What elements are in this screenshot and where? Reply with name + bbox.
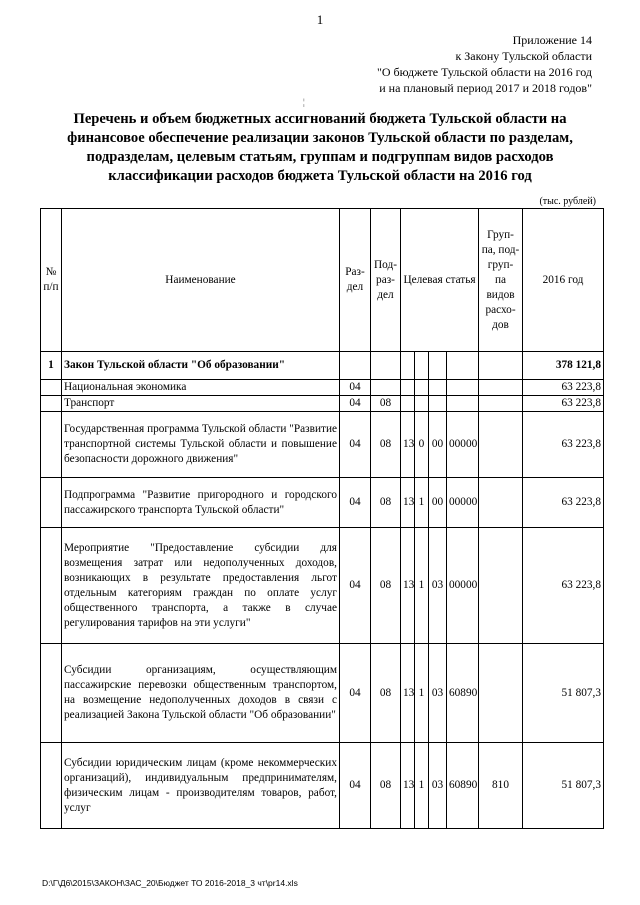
cell-num [41, 478, 62, 528]
cell-amount: 378 121,8 [523, 352, 604, 380]
appendix-line-1: Приложение 14 [512, 33, 592, 47]
cell-target-4: 00000 [447, 528, 479, 644]
cell-podrazdel [371, 380, 401, 396]
cell-podrazdel: 08 [371, 396, 401, 412]
cell-target-3 [429, 396, 447, 412]
cell-target-3: 00 [429, 412, 447, 478]
cell-amount: 63 223,8 [523, 396, 604, 412]
cell-expense-group [479, 644, 523, 743]
table-row [41, 412, 604, 478]
cell-expense-group [479, 396, 523, 412]
table-row [41, 352, 604, 380]
cell-name: Закон Тульской области "Об образовании" [62, 352, 340, 380]
cell-razdel: 04 [340, 478, 371, 528]
cell-target-1: 13 [401, 743, 415, 829]
cell-razdel: 04 [340, 396, 371, 412]
cell-target-4 [447, 352, 479, 380]
cell-name: Субсидии юридическим лицам (кроме некоммерческих организаций), индивидуальным предпринимателям, физическим лицам - производителям товаров, работ, услуг [62, 743, 340, 829]
cell-podrazdel: 08 [371, 528, 401, 644]
cell-target-4: 60890 [447, 644, 479, 743]
cell-name: Национальная экономика [62, 380, 340, 396]
cell-amount: 63 223,8 [523, 380, 604, 396]
document-title [40, 110, 600, 186]
page-number: 1 [316, 12, 324, 27]
cell-expense-group: 810 [479, 743, 523, 829]
header-podrazdel: Под- раз- дел [371, 209, 401, 352]
appendix-line-3: "О бюджете Тульской области на 2016 год [376, 65, 592, 79]
cell-amount: 51 807,3 [523, 743, 604, 829]
cell-razdel [340, 352, 371, 380]
table-row [41, 396, 604, 412]
cell-podrazdel: 08 [371, 743, 401, 829]
table-header-row [41, 209, 604, 352]
cell-target-2 [415, 352, 429, 380]
cell-podrazdel: 08 [371, 478, 401, 528]
cell-expense-group [479, 528, 523, 644]
header-expense-group: Груп- па, под- груп- па видов расхо- дов [479, 209, 523, 352]
cell-target-3 [429, 352, 447, 380]
cell-target-2: 1 [415, 478, 429, 528]
cell-name: Субсидии организациям, осуществляющим пассажирские перевозки общественным транспортом, на возмещение недополученных доходов в связи с реализацией Закона Тульской области "Об образовании" [62, 644, 340, 743]
cell-podrazdel [371, 352, 401, 380]
cell-target-1: 13 [401, 412, 415, 478]
budget-table [40, 208, 604, 829]
cell-razdel: 04 [340, 380, 371, 396]
cell-amount: 63 223,8 [523, 478, 604, 528]
title-line-3: подразделам, целевым статьям, группам и подгруппам видов расходов [86, 149, 554, 165]
title-line-2: финансовое обеспечение реализации законов Тульской области по разделам, [67, 130, 573, 146]
cell-podrazdel: 08 [371, 412, 401, 478]
cell-target-2 [415, 380, 429, 396]
table-row [41, 743, 604, 829]
cell-target-1 [401, 396, 415, 412]
cell-razdel: 04 [340, 743, 371, 829]
header-razdel: Раз- дел [340, 209, 371, 352]
cell-target-4 [447, 396, 479, 412]
cell-num [41, 412, 62, 478]
cell-razdel: 04 [340, 412, 371, 478]
cell-target-3: 03 [429, 528, 447, 644]
cell-name: Подпрограмма "Развитие пригородного и городского пассажирского транспорта Тульской области" [62, 478, 340, 528]
table-row [41, 528, 604, 644]
cell-target-1: 13 [401, 644, 415, 743]
file-path-footer: D:\Г\Д6\2015\ЗАКОН\ЗАС_20\Бюджет ТО 2016-2018_3 чт\pr14.xls [42, 878, 298, 888]
cell-target-4: 00000 [447, 412, 479, 478]
cell-razdel: 04 [340, 644, 371, 743]
cell-num [41, 380, 62, 396]
cell-target-1 [401, 352, 415, 380]
cell-target-1 [401, 380, 415, 396]
table-row [41, 644, 604, 743]
cell-target-1: 13 [401, 528, 415, 644]
appendix-line-2: к Закону Тульской области [455, 49, 592, 63]
cell-target-2: 1 [415, 743, 429, 829]
cell-num [41, 396, 62, 412]
cell-name: Транспорт [62, 396, 340, 412]
cell-num [41, 743, 62, 829]
cell-expense-group [479, 412, 523, 478]
cell-num [41, 528, 62, 644]
cell-target-2 [415, 396, 429, 412]
cell-expense-group [479, 352, 523, 380]
cell-target-4: 00000 [447, 478, 479, 528]
cell-target-2: 1 [415, 644, 429, 743]
table-row [41, 380, 604, 396]
header-year-2016: 2016 год [523, 209, 604, 352]
cell-amount: 51 807,3 [523, 644, 604, 743]
cell-target-2: 0 [415, 412, 429, 478]
scan-mark: ¦ [303, 97, 305, 107]
cell-name: Государственная программа Тульской области "Развитие транспортной системы Тульской области и повышение безопасности дорожного движения" [62, 412, 340, 478]
cell-num [41, 644, 62, 743]
cell-amount: 63 223,8 [523, 412, 604, 478]
header-name: Наименование [62, 209, 340, 352]
cell-target-3: 00 [429, 478, 447, 528]
cell-target-3: 03 [429, 743, 447, 829]
cell-podrazdel: 08 [371, 644, 401, 743]
cell-target-3: 03 [429, 644, 447, 743]
header-target-article: Целевая статья [401, 209, 479, 352]
cell-target-4: 60890 [447, 743, 479, 829]
appendix-line-4: и на плановый период 2017 и 2018 годов" [379, 81, 592, 95]
cell-expense-group [479, 380, 523, 396]
appendix-header [377, 32, 592, 96]
cell-amount: 63 223,8 [523, 528, 604, 644]
cell-target-1: 13 [401, 478, 415, 528]
units-label: (тыс. рублей) [539, 196, 596, 207]
cell-target-2: 1 [415, 528, 429, 644]
cell-expense-group [479, 478, 523, 528]
cell-name: Мероприятие "Предоставление субсидии для возмещения затрат или недополученных доходов, возникающих в результате предоставления льгот отдельным категориям граждан по оплате услуг общественного транспорта, а также в случае регулирования тарифов на эти услуги" [62, 528, 340, 644]
table-row [41, 478, 604, 528]
title-line-1: Перечень и объем бюджетных ассигнований бюджета Тульской области на [73, 111, 567, 127]
cell-target-4 [447, 380, 479, 396]
title-line-4: классификации расходов бюджета Тульской области на 2016 год [108, 168, 532, 184]
header-num: № п/п [41, 209, 62, 352]
cell-num: 1 [41, 352, 62, 380]
cell-target-3 [429, 380, 447, 396]
cell-razdel: 04 [340, 528, 371, 644]
